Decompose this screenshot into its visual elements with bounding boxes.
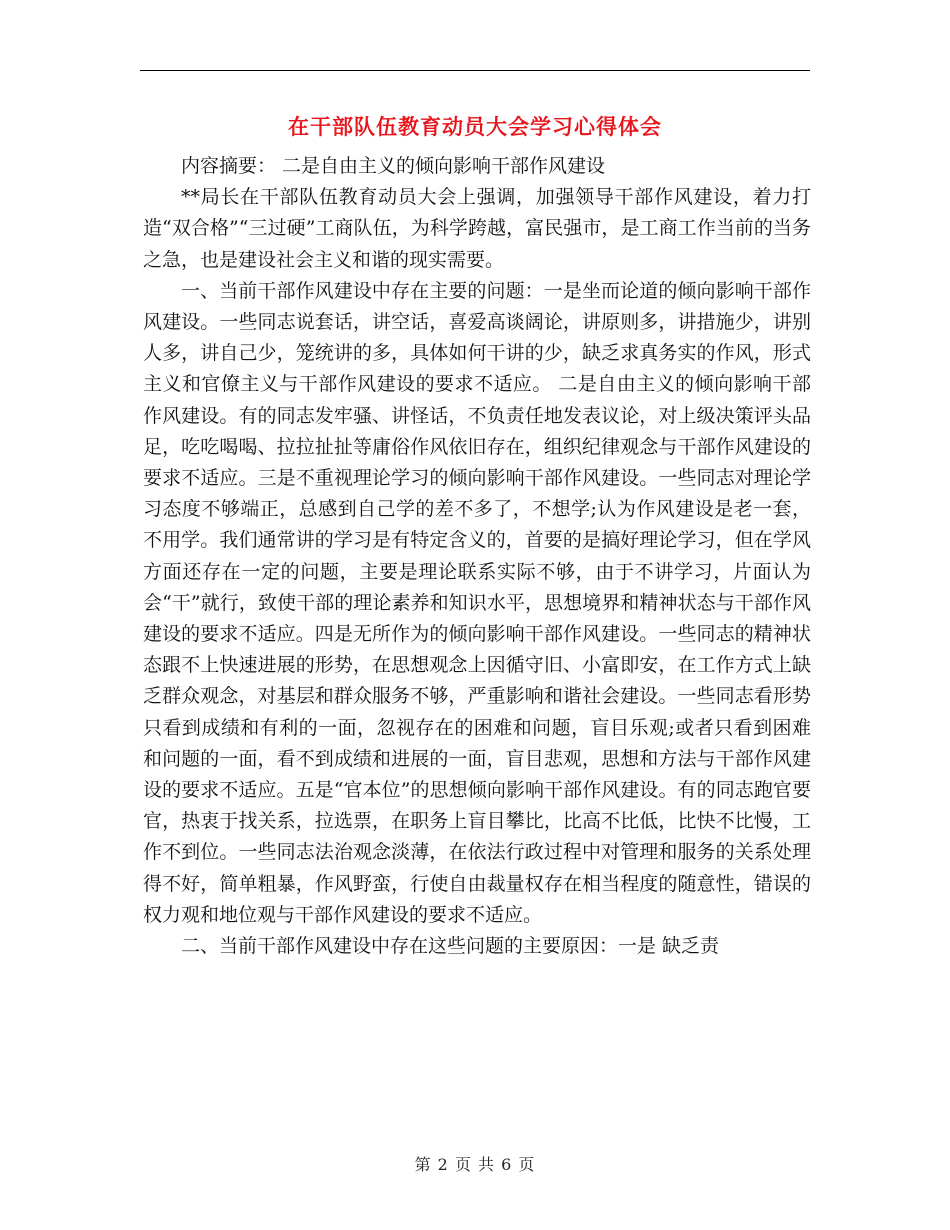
causes-paragraph: 二、当前干部作风建设中存在这些问题的主要原因：一是 缺乏责 (181, 935, 720, 958)
intro-paragraph: **局长在干部队伍教育动员大会上强调，加强领导干部作风建设，着力打造“双合格”“三过硬”工商队伍，为科学跨越，富民强市，是工商工作当前的当务之急，也是建设社会主义和谐的现实需要。 (143, 186, 811, 271)
header-rule (140, 70, 810, 71)
page-number: 第 2 页 共 6 页 (414, 1155, 536, 1174)
document-title: 在干部队伍教育动员大会学习心得体会 (288, 114, 662, 139)
problems-paragraph: 一、当前干部作风建设中存在主要的问题：一是坐而论道的倾向影响干部作风建设。一些同志说套话，讲空话，喜爱高谈阔论，讲原则多，讲措施少，讲别人多，讲自己少，笼统讲的多，具体如何干讲的少，缺乏求真务实的作风，形式主义和官僚主义与干部作风建设的要求不适应。 二是自由主义的倾向影响干部作风建设。有的同志发牢骚、讲怪话，不负责任地发表议论，对上级决策评头品足，吃吃喝喝、拉拉扯扯等庸俗作风依旧存在，组织纪律观念与干部作风建设的要求不适应。三是不重视理论学习的倾向影响干部作风建设。一些同志对理论学习态度不够端正，总感到自己学的差不多了，不想学;认为作风建设是老一套，不用学。我们通常讲的学习是有特定含义的，首要的是搞好理论学习，但在学风方面还存在一定的问题，主要是理论联系实际不够，由于不讲学习，片面认为会“干”就行，致使干部的理论素养和知识水平，思想境界和精神状态与干部作风建设的要求不适应。四是无所作为的倾向影响干部作风建设。一些同志的精神状态跟不上快速进展的形势，在思想观念上因循守旧、小富即安，在工作方式上缺乏群众观念，对基层和群众服务不够，严重影响和谐社会建设。一些同志看形势只看到成绩和有利的一面，忽视存在的困难和问题，盲目乐观;或者只看到困难和问题的一面，看不到成绩和进展的一面，盲目悲观，思想和方法与干部作风建设的要求不适应。五是“官本位”的思想倾向影响干部作风建设。有的同志跑官要官，热衷于找关系，拉选票，在职务上盲目攀比，比高不比低，比快不比慢，工作不到位。一些同志法治观念淡薄，在依法行政过程中对管理和服务的关系处理得不好，简单粗暴，作风野蛮，行使自由裁量权存在相当程度的随意性，错误的权力观和地位观与干部作风建设的要求不适应。 (143, 279, 811, 926)
abstract-paragraph: 内容摘要： 二是自由主义的倾向影响干部作风建设 (181, 155, 606, 177)
document-body (143, 151, 811, 962)
